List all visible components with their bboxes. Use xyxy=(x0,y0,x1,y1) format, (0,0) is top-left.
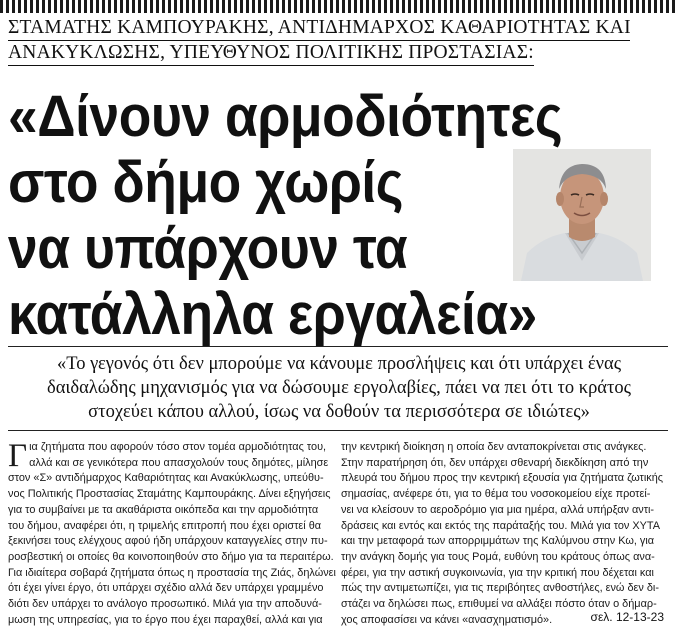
body-line: δράσεις και εντός και εκτός της παράταξής του. Μιλά για τον ΧΥΤΑ xyxy=(341,519,661,532)
body-line: φέρει, για την αστική συγκοινωνία, για την κριτική που δέχεται και xyxy=(341,566,654,579)
body-line: του δήμου, αναφέρει ότι, η τριμελής επιτροπή που έχει οριστεί θα xyxy=(8,519,322,532)
body-line: διότι δεν υπάρχει το ανάλογο προσωπικό. Μιλά για την αποδυνά- xyxy=(8,598,322,611)
portrait-photo xyxy=(513,149,651,281)
headline-line-3: να υπάρχουν τα xyxy=(8,216,408,281)
pull-quote-line-1: «Το γεγονός ότι δεν μπορούμε να κάνουμε προσλήψεις και ότι υπάρχει ένας xyxy=(56,354,622,374)
pull-quote-bottom-rule xyxy=(8,430,668,431)
pull-quote-line-2: δαιδαλώδης μηχανισμός για να δώσουμε εργολαβίες, πάει να πει ότι το κράτος xyxy=(46,378,632,398)
body-line: αλλά και σε γενικότερα που απασχολούν τους δημότες, μίλησε xyxy=(29,456,329,469)
page-reference: σελ. 12-13-23 xyxy=(590,610,664,624)
pull-quote-top-rule xyxy=(8,346,668,347)
body-column-1 xyxy=(8,438,336,628)
pull-quote-line-3: στοχεύει κάπου αλλού, ίσως να δοθούν τα περισσότερα σε ιδιώτες» xyxy=(88,402,590,422)
body-column-2 xyxy=(341,440,671,628)
body-line: ότι έχει γίνει έργο, ότι υπάρχει σχέδιο αλλά δεν υπάρχει γραμμένο xyxy=(8,582,324,595)
body-line: Στην παρατήρηση ότι, δεν υπάρχει σθεναρή διεκδίκηση από την xyxy=(341,456,649,469)
body-line: πώς την αντιμετωπίζει, για τις περιβόητες ανθοστήλες, ενώ δεν δι- xyxy=(341,582,659,595)
top-stripe-border xyxy=(0,0,676,13)
body-line: πλευρά του δήμου προς την κεντρική εξουσία για ζητήματα ζωτικής xyxy=(341,472,664,485)
kicker-line-2: ΑΝΑΚΥΚΛΩΣΗΣ, ΥΠΕΥΘΥΝΟΣ ΠΟΛΙΤΙΚΗΣ ΠΡΟΣΤΑΣΙΑΣ: xyxy=(8,41,534,66)
body-line: Για ιδιαίτερα σοβαρά ζητήματα όπως η προστασία της Ζιάς, δηλώνει xyxy=(8,566,336,579)
body-line: την κεντρική διοίκηση η οποία δεν ανταποκρίνεται στις ανάγκες. xyxy=(341,441,647,453)
portrait-illustration xyxy=(513,149,651,281)
body-line: σημασίας, ανέφερε ότι, για το θέμα του νοσοκομείου είχε προτεί- xyxy=(341,488,651,501)
body-line: στον «Σ» αντιδήμαρχος Καθαριότητας και Ανακύκλωσης, υπεύθυ- xyxy=(8,472,324,485)
body-line: νει να κλείσουν το αεροδρόμιο για μια ημέρα, αλλά υπήρξαν αντι- xyxy=(341,503,655,516)
kicker-line-1: ΣΤΑΜΑΤΗΣ ΚΑΜΠΟΥΡΑΚΗΣ, ΑΝΤΙΔΗΜΑΡΧΟΣ ΚΑΘΑΡΙΟΤΗΤΑΣ ΚΑΙ xyxy=(8,16,630,41)
body-line: για το συμβαίνει με τα ακαθάριστα οικόπεδα και την αρμοδιότητα xyxy=(8,503,319,516)
body-line: στάζει να δηλώσει πως, επιθυμεί να αλλάξει πόστο όταν ο δήμαρ- xyxy=(341,598,657,611)
body-line: ια ζητήματα που αφορούν τόσο στον τομέα αρμοδιότητας του, xyxy=(29,441,327,453)
headline-line-1: «Δίνουν αρμοδιότητες xyxy=(8,84,563,149)
body-line: ξεκινήσει τους ελέγχους αφού ήδη υπάρχουν καταγγελίες στην πυ- xyxy=(8,535,328,548)
body-line: και την μεταφορά των απορριμμάτων της Καλύμνου στην Κω, για xyxy=(341,535,655,548)
body-line: την ανάγκη δομής για τους Ρομά, ευθύνη του κράτους όπως ανα- xyxy=(341,550,655,563)
body-line: χος αποφασίσει να κάνει «ανασχηματισμό». xyxy=(341,613,553,626)
body-line: ροσβεστική οι οποίες θα κοινοποιηθούν στο δήμο για τα περαιτέρω. xyxy=(8,550,334,563)
kicker xyxy=(8,16,668,66)
body-line: μωση της υπηρεσίας, για το έργο που έχει παραχθεί, αλλά και για xyxy=(8,613,323,626)
drop-cap: Γ xyxy=(8,438,28,474)
pull-quote xyxy=(8,352,670,424)
headline-line-4: κατάλληλα εργαλεία» xyxy=(8,282,537,347)
body-line: νος Πολιτικής Προστασίας Σταμάτης Καμπουράκης. Δίνει εξηγήσεις xyxy=(8,488,331,501)
headline-line-2: στο δήμο χωρίς xyxy=(8,150,404,215)
